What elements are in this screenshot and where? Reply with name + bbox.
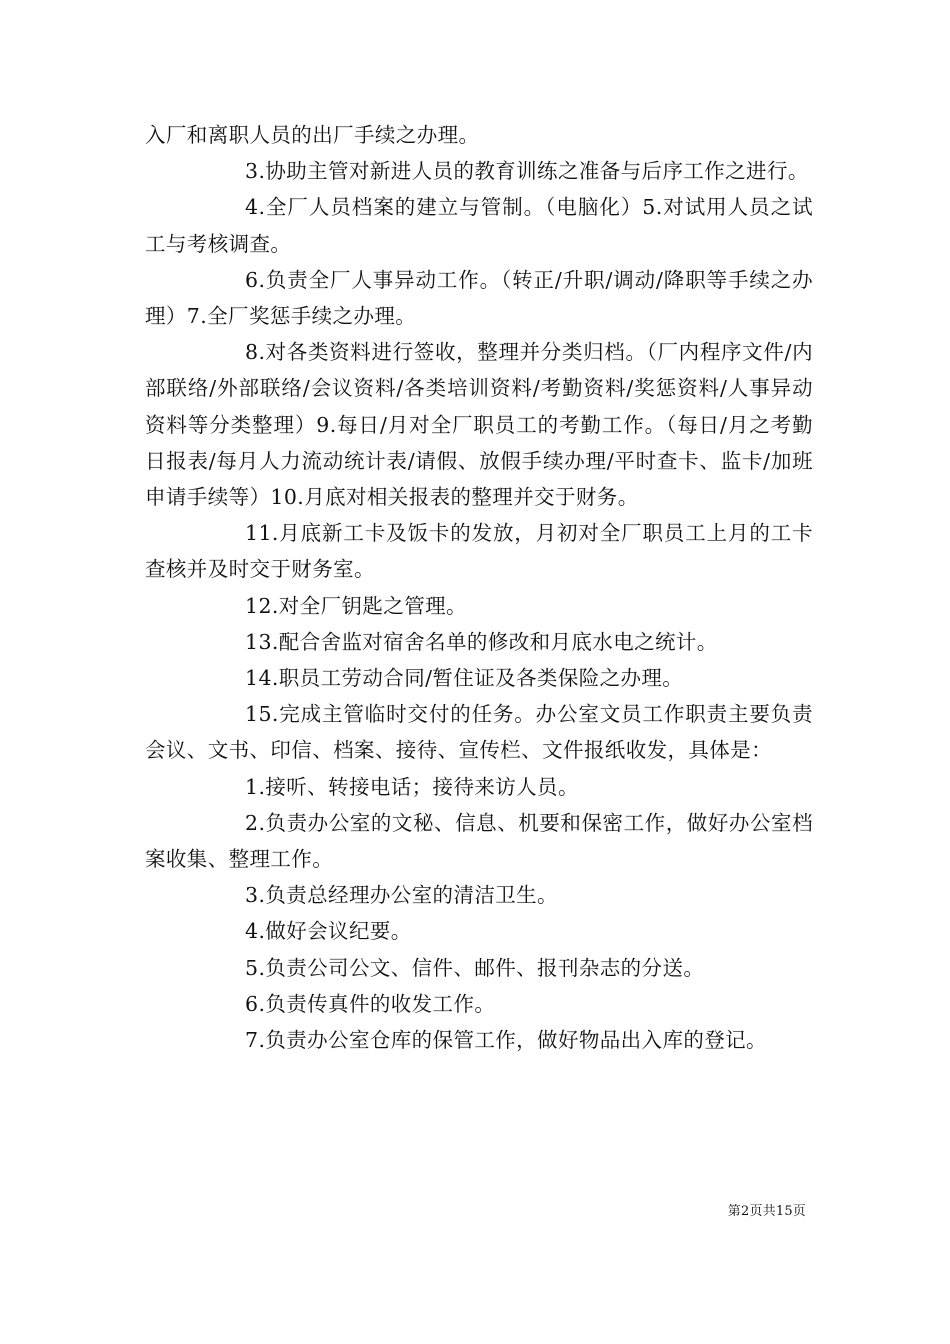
- paragraph: 3.协助主管对新进人员的教育训练之准备与后序工作之进行。: [245, 159, 809, 184]
- document-body: [145, 117, 813, 1058]
- paragraph: 7.负责办公室仓库的保管工作，做好物品出入库的登记。: [245, 1028, 767, 1053]
- paragraph: 15.完成主管临时交付的任务。办公室文员工作职责主要负责会议、文书、印信、档案、接待、宣传栏、文件报纸收发，具体是：: [145, 702, 813, 763]
- paragraph: 入厂和离职人员的出厂手续之办理。: [145, 123, 480, 147]
- page-footer: 第2页共15页: [727, 1204, 806, 1219]
- paragraph: 12.对全厂钥匙之管理。: [245, 593, 467, 618]
- paragraph: 13.配合舍监对宿舍名单的修改和月底水电之统计。: [245, 629, 718, 654]
- paragraph: 6.负责全厂人事异动工作。（转正/升职/调动/降职等手续之办理）7.全厂奖惩手续之办理。: [145, 267, 813, 329]
- paragraph: 3.负责总经理办公室的清洁卫生。: [245, 883, 558, 908]
- paragraph: 14.职员工劳动合同/暂住证及各类保险之办理。: [245, 666, 684, 691]
- paragraph: 1.接听、转接电话；接待来访人员。: [245, 774, 579, 799]
- paragraph: 8.对各类资料进行签收，整理并分类归档。（厂内程序文件/内部联络/外部联络/会议资料/各类培训资料/考勤资料/奖惩资料/人事异动资料等分类整理）9.每日/月对全厂职员工的考勤工作。（每日/月之考勤日报表/每月人力流动统计表/请假、放假手续办理/平时查卡、监卡/加班申请手续等）10.月底对相关报表的整理并交于财务。: [145, 340, 813, 510]
- paragraph: 4.做好会议纪要。: [245, 919, 412, 944]
- paragraph: 6.负责传真件的收发工作。: [245, 991, 496, 1016]
- paragraph: 11.月底新工卡及饭卡的发放，月初对全厂职员工上月的工卡查核并及时交于财务室。: [145, 521, 813, 582]
- paragraph: 5.负责公司公文、信件、邮件、报刊杂志的分送。: [245, 955, 705, 980]
- paragraph: 2.负责办公室的文秘、信息、机要和保密工作，做好办公室档案收集、整理工作。: [145, 810, 813, 872]
- paragraph: 4.全厂人员档案的建立与管制。（电脑化）5.对试用人员之试工与考核调查。: [145, 195, 813, 256]
